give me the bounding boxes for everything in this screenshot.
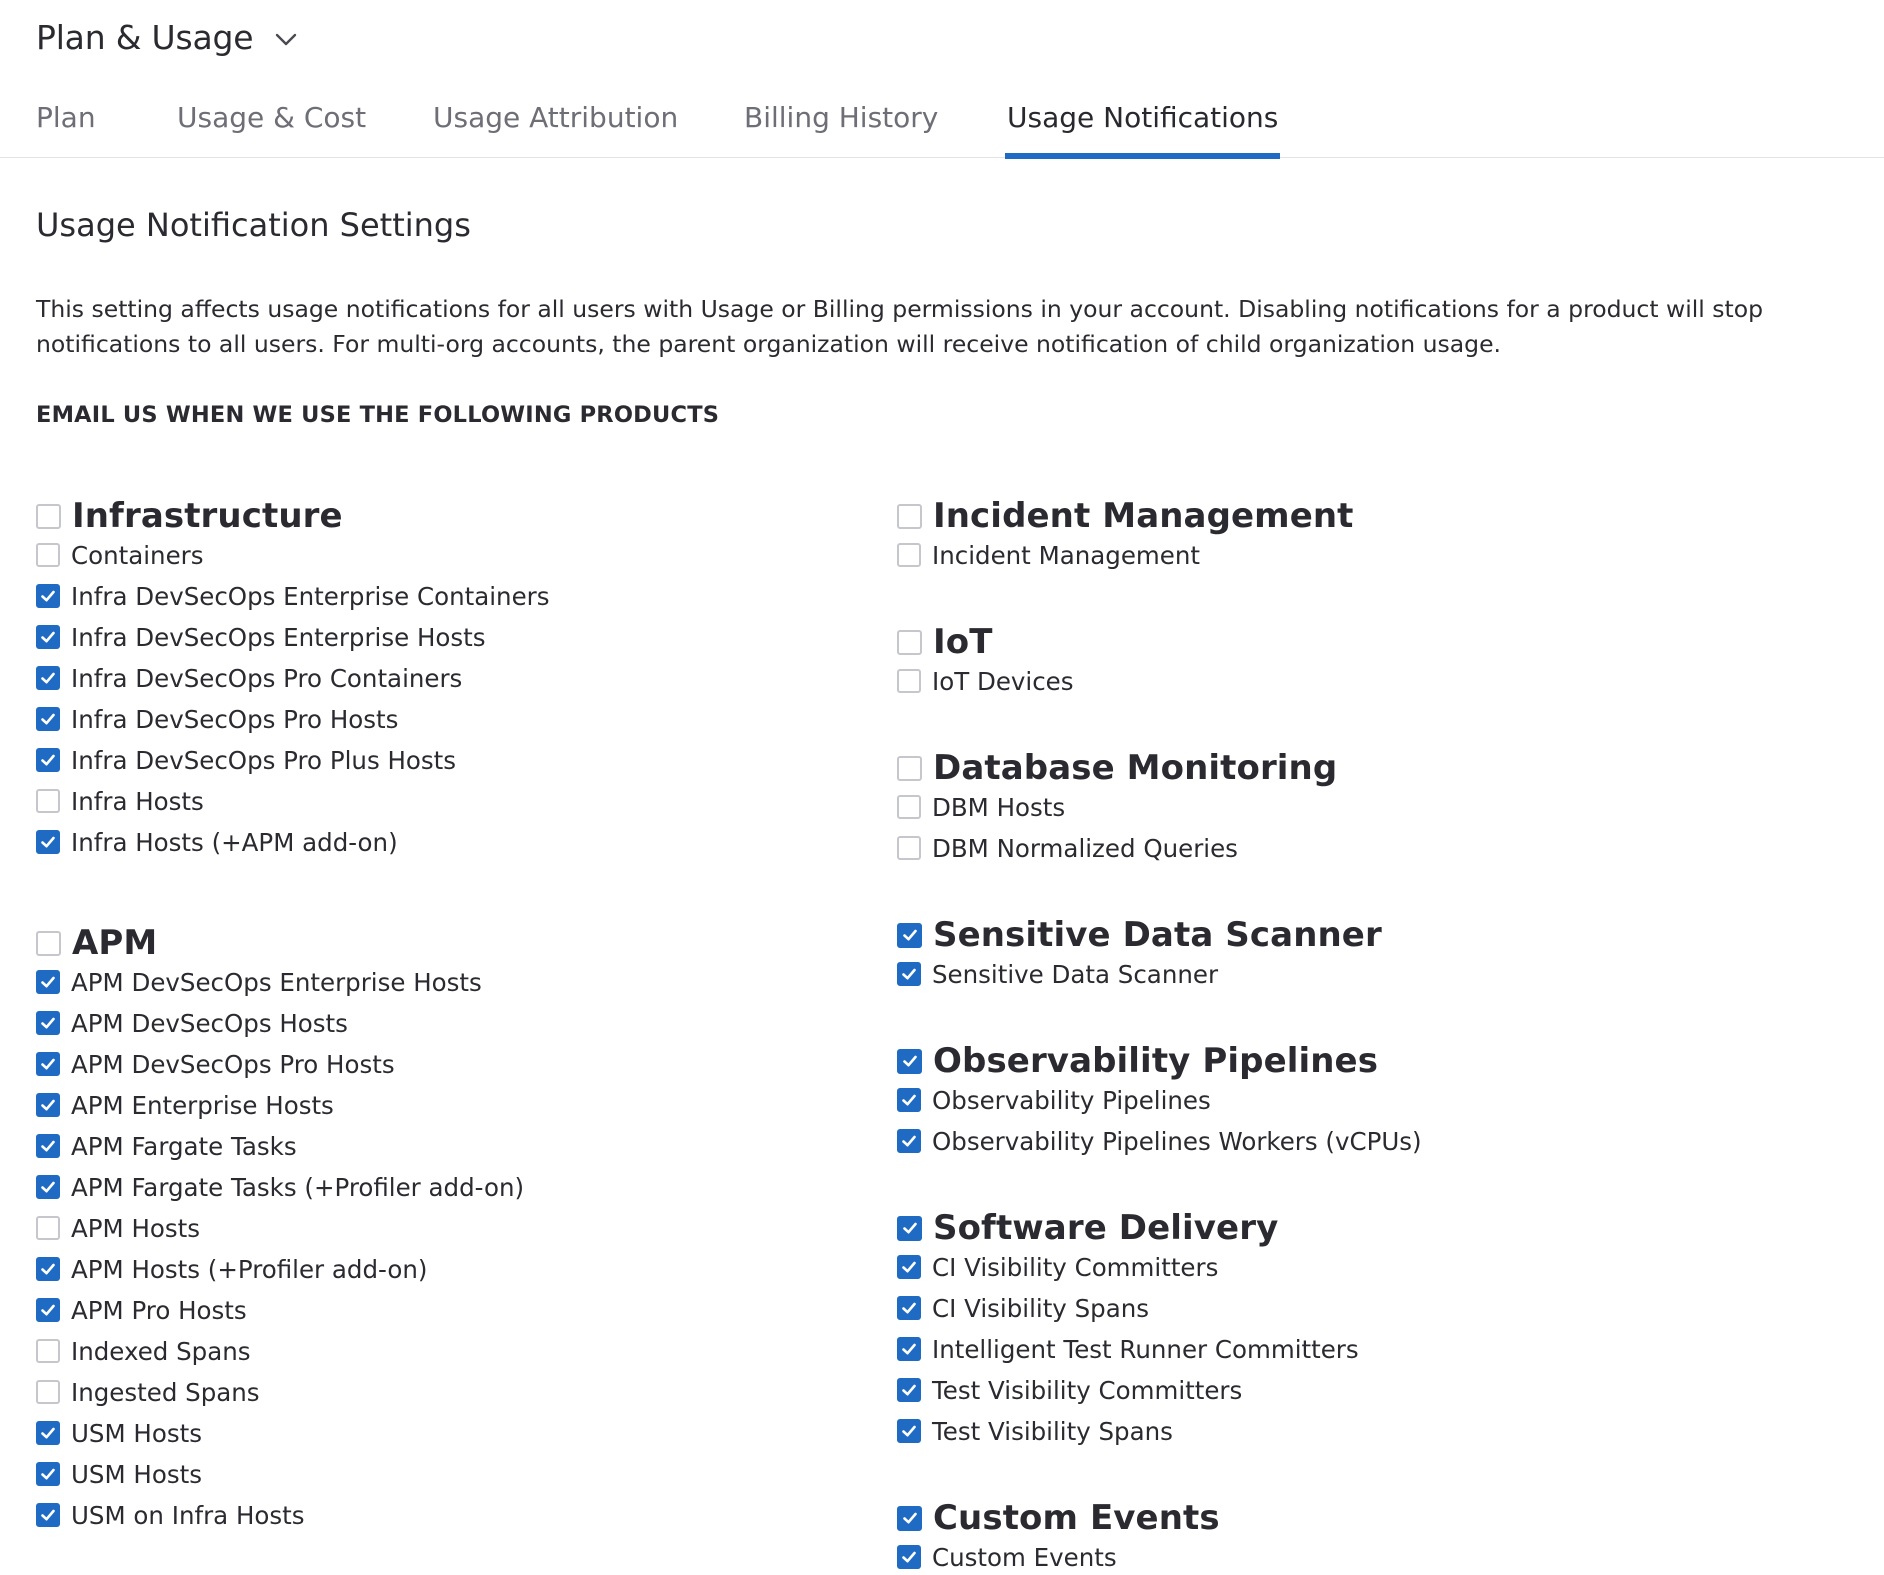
group-checkbox-custom-events[interactable]	[897, 1496, 1220, 1540]
tab-plan[interactable]: Plan	[36, 101, 96, 134]
product-checkbox-infra-devsecops-enterprise-containers[interactable]	[36, 578, 549, 614]
product-checkbox-incident-management[interactable]	[897, 537, 1200, 573]
product-label: Observability Pipelines	[932, 1085, 1211, 1115]
checkbox-unchecked-icon[interactable]	[36, 1380, 60, 1404]
product-checkbox-infra-devsecops-enterprise-hosts[interactable]	[36, 619, 486, 655]
checkbox-checked-icon[interactable]	[897, 1129, 921, 1153]
product-checkbox-infra-devsecops-pro-hosts[interactable]	[36, 701, 398, 737]
product-label: Infra DevSecOps Pro Hosts	[71, 704, 399, 734]
product-label: Custom Events	[932, 1542, 1117, 1572]
group-label: APM	[72, 923, 158, 963]
product-checkbox-apm-fargate-tasks[interactable]	[36, 1128, 297, 1164]
checkbox-unchecked-icon[interactable]	[897, 504, 922, 529]
checkbox-checked-icon[interactable]	[36, 1462, 60, 1486]
group-checkbox-iot[interactable]	[897, 620, 993, 664]
product-label: Infra DevSecOps Enterprise Hosts	[71, 622, 486, 652]
chevron-down-icon[interactable]	[273, 26, 299, 52]
product-checkbox-apm-fargate-tasks-profiler-add-on[interactable]	[36, 1169, 524, 1205]
group-label: Software Delivery	[933, 1208, 1279, 1248]
product-checkbox-custom-events[interactable]	[897, 1539, 1117, 1575]
product-label: Test Visibility Spans	[932, 1416, 1173, 1446]
checkbox-checked-icon[interactable]	[36, 1298, 60, 1322]
product-label: APM Fargate Tasks	[71, 1131, 297, 1161]
product-label: Infra DevSecOps Enterprise Containers	[71, 581, 550, 611]
checkbox-checked-icon[interactable]	[36, 748, 60, 772]
checkbox-checked-icon[interactable]	[897, 962, 921, 986]
product-label: APM DevSecOps Hosts	[71, 1008, 348, 1038]
product-checkbox-apm-devsecops-pro-hosts[interactable]	[36, 1046, 395, 1082]
product-label: USM on Infra Hosts	[71, 1500, 305, 1530]
group-label: Custom Events	[933, 1498, 1220, 1538]
tab-usage-notifications[interactable]: Usage Notifications	[1007, 92, 1278, 158]
checkbox-unchecked-icon[interactable]	[36, 789, 60, 813]
checkbox-unchecked-icon[interactable]	[36, 1216, 60, 1240]
checkbox-checked-icon[interactable]	[897, 923, 922, 948]
group-label: IoT	[933, 622, 993, 662]
checkbox-unchecked-icon[interactable]	[897, 795, 921, 819]
product-label: Infra DevSecOps Pro Plus Hosts	[71, 745, 457, 775]
checkbox-checked-icon[interactable]	[897, 1088, 921, 1112]
checkbox-checked-icon[interactable]	[36, 666, 60, 690]
product-label: Intelligent Test Runner Committers	[932, 1334, 1359, 1364]
group-checkbox-observability-pipelines[interactable]	[897, 1039, 1378, 1083]
product-checkbox-containers[interactable]	[36, 537, 204, 573]
product-checkbox-apm-hosts-profiler-add-on[interactable]	[36, 1251, 427, 1287]
products-label: EMAIL US WHEN WE USE THE FOLLOWING PRODUCTS	[36, 402, 720, 428]
product-checkbox-sensitive-data-scanner[interactable]	[897, 956, 1218, 992]
tab-usage-attribution[interactable]: Usage Attribution	[433, 101, 679, 134]
group-label: Database Monitoring	[933, 748, 1338, 788]
product-label: APM Fargate Tasks (+Profiler add-on)	[71, 1172, 525, 1202]
checkbox-checked-icon[interactable]	[36, 1093, 60, 1117]
product-checkbox-usm-on-infra-hosts[interactable]	[36, 1497, 305, 1533]
checkbox-checked-icon[interactable]	[897, 1506, 922, 1531]
checkbox-checked-icon[interactable]	[897, 1419, 921, 1443]
product-label: DBM Normalized Queries	[932, 833, 1238, 863]
checkbox-checked-icon[interactable]	[897, 1378, 921, 1402]
product-label: IoT Devices	[932, 666, 1074, 696]
product-label: Test Visibility Committers	[932, 1375, 1243, 1405]
product-checkbox-observability-pipelines-workers-vcpus[interactable]	[897, 1123, 1422, 1159]
product-checkbox-ci-visibility-committers[interactable]	[897, 1249, 1218, 1285]
product-label: DBM Hosts	[932, 792, 1066, 822]
product-checkbox-apm-pro-hosts[interactable]	[36, 1292, 247, 1328]
checkbox-checked-icon[interactable]	[897, 1337, 921, 1361]
product-checkbox-intelligent-test-runner-committers[interactable]	[897, 1331, 1359, 1367]
product-label: CI Visibility Spans	[932, 1293, 1149, 1323]
product-checkbox-infra-hosts[interactable]	[36, 783, 204, 819]
product-checkbox-apm-hosts[interactable]	[36, 1210, 200, 1246]
checkbox-unchecked-icon[interactable]	[897, 669, 921, 693]
group-label: Infrastructure	[72, 496, 343, 536]
product-checkbox-dbm-hosts[interactable]	[897, 789, 1065, 825]
tab-usage-cost[interactable]: Usage & Cost	[177, 101, 367, 134]
product-label: Infra Hosts (+APM add-on)	[71, 827, 398, 857]
checkbox-checked-icon[interactable]	[36, 1257, 60, 1281]
checkbox-checked-icon[interactable]	[897, 1296, 921, 1320]
product-label: Incident Management	[932, 540, 1200, 570]
checkbox-checked-icon[interactable]	[36, 584, 60, 608]
checkbox-checked-icon[interactable]	[36, 970, 60, 994]
checkbox-checked-icon[interactable]	[897, 1545, 921, 1569]
checkbox-unchecked-icon[interactable]	[897, 630, 922, 655]
product-label: Containers	[71, 540, 204, 570]
checkbox-checked-icon[interactable]	[36, 830, 60, 854]
product-checkbox-iot-devices[interactable]	[897, 663, 1074, 699]
product-label: APM Hosts	[71, 1213, 201, 1243]
product-checkbox-infra-devsecops-pro-containers[interactable]	[36, 660, 462, 696]
product-checkbox-apm-devsecops-enterprise-hosts[interactable]	[36, 964, 482, 1000]
product-checkbox-usm-hosts[interactable]	[36, 1415, 202, 1451]
checkbox-checked-icon[interactable]	[36, 1134, 60, 1158]
product-label: Ingested Spans	[71, 1377, 260, 1407]
product-checkbox-ingested-spans[interactable]	[36, 1374, 260, 1410]
checkbox-unchecked-icon[interactable]	[36, 504, 61, 529]
product-label: Observability Pipelines Workers (vCPUs)	[932, 1126, 1422, 1156]
checkbox-checked-icon[interactable]	[36, 625, 60, 649]
checkbox-unchecked-icon[interactable]	[897, 756, 922, 781]
product-checkbox-ci-visibility-spans[interactable]	[897, 1290, 1149, 1326]
settings-description: This setting affects usage notifications for all users with Usage or Billing permissions in your account. Disabling notifications for a product will stop notifications to all users. For multi-org accounts, the parent organization will receive notification of child organization usage.	[36, 295, 1764, 358]
checkbox-checked-icon[interactable]	[897, 1216, 922, 1241]
product-checkbox-apm-enterprise-hosts[interactable]	[36, 1087, 334, 1123]
page-header	[36, 18, 299, 57]
product-checkbox-infra-devsecops-pro-plus-hosts[interactable]	[36, 742, 456, 778]
product-label: Infra Hosts	[71, 786, 204, 816]
checkbox-checked-icon[interactable]	[36, 1421, 60, 1445]
checkbox-unchecked-icon[interactable]	[36, 543, 60, 567]
product-checkbox-usm-hosts[interactable]	[36, 1456, 202, 1492]
product-label: APM DevSecOps Enterprise Hosts	[71, 967, 482, 997]
product-label: Sensitive Data Scanner	[932, 959, 1219, 989]
checkbox-unchecked-icon[interactable]	[36, 1339, 60, 1363]
page-title: Plan & Usage	[36, 18, 254, 57]
checkbox-checked-icon[interactable]	[897, 1049, 922, 1074]
product-label: USM Hosts	[71, 1418, 202, 1448]
product-checkbox-dbm-normalized-queries[interactable]	[897, 830, 1238, 866]
product-label: APM Hosts (+Profiler add-on)	[71, 1254, 428, 1284]
tab-bar	[0, 92, 1884, 158]
product-checkbox-observability-pipelines[interactable]	[897, 1082, 1211, 1118]
checkbox-checked-icon[interactable]	[36, 1175, 60, 1199]
product-checkbox-apm-devsecops-hosts[interactable]	[36, 1005, 348, 1041]
checkbox-checked-icon[interactable]	[36, 707, 60, 731]
product-label: USM Hosts	[71, 1459, 202, 1489]
product-label: CI Visibility Committers	[932, 1252, 1219, 1282]
group-checkbox-incident-management[interactable]	[897, 494, 1354, 538]
product-label: Infra DevSecOps Pro Containers	[71, 663, 463, 693]
tab-billing-history[interactable]: Billing History	[744, 101, 939, 134]
group-checkbox-apm[interactable]	[36, 921, 157, 965]
group-label: Sensitive Data Scanner	[933, 915, 1382, 955]
checkbox-checked-icon[interactable]	[36, 1503, 60, 1527]
checkbox-unchecked-icon[interactable]	[897, 543, 921, 567]
checkbox-unchecked-icon[interactable]	[36, 931, 61, 956]
group-label: Observability Pipelines	[933, 1041, 1379, 1081]
product-label: Indexed Spans	[71, 1336, 251, 1366]
checkbox-checked-icon[interactable]	[36, 1052, 60, 1076]
product-checkbox-indexed-spans[interactable]	[36, 1333, 251, 1369]
group-label: Incident Management	[933, 496, 1354, 536]
product-label: APM Enterprise Hosts	[71, 1090, 334, 1120]
product-checkbox-infra-hosts-apm-add-on[interactable]	[36, 824, 398, 860]
checkbox-unchecked-icon[interactable]	[897, 836, 921, 860]
group-checkbox-software-delivery[interactable]	[897, 1206, 1278, 1250]
product-checkbox-test-visibility-committers[interactable]	[897, 1372, 1242, 1408]
checkbox-checked-icon[interactable]	[897, 1255, 921, 1279]
product-checkbox-test-visibility-spans[interactable]	[897, 1413, 1173, 1449]
group-checkbox-infrastructure[interactable]	[36, 494, 343, 538]
checkbox-checked-icon[interactable]	[36, 1011, 60, 1035]
product-label: APM DevSecOps Pro Hosts	[71, 1049, 395, 1079]
product-label: APM Pro Hosts	[71, 1295, 247, 1325]
section-title: Usage Notification Settings	[36, 206, 471, 244]
group-checkbox-sensitive-data-scanner[interactable]	[897, 913, 1382, 957]
group-checkbox-database-monitoring[interactable]	[897, 746, 1337, 790]
